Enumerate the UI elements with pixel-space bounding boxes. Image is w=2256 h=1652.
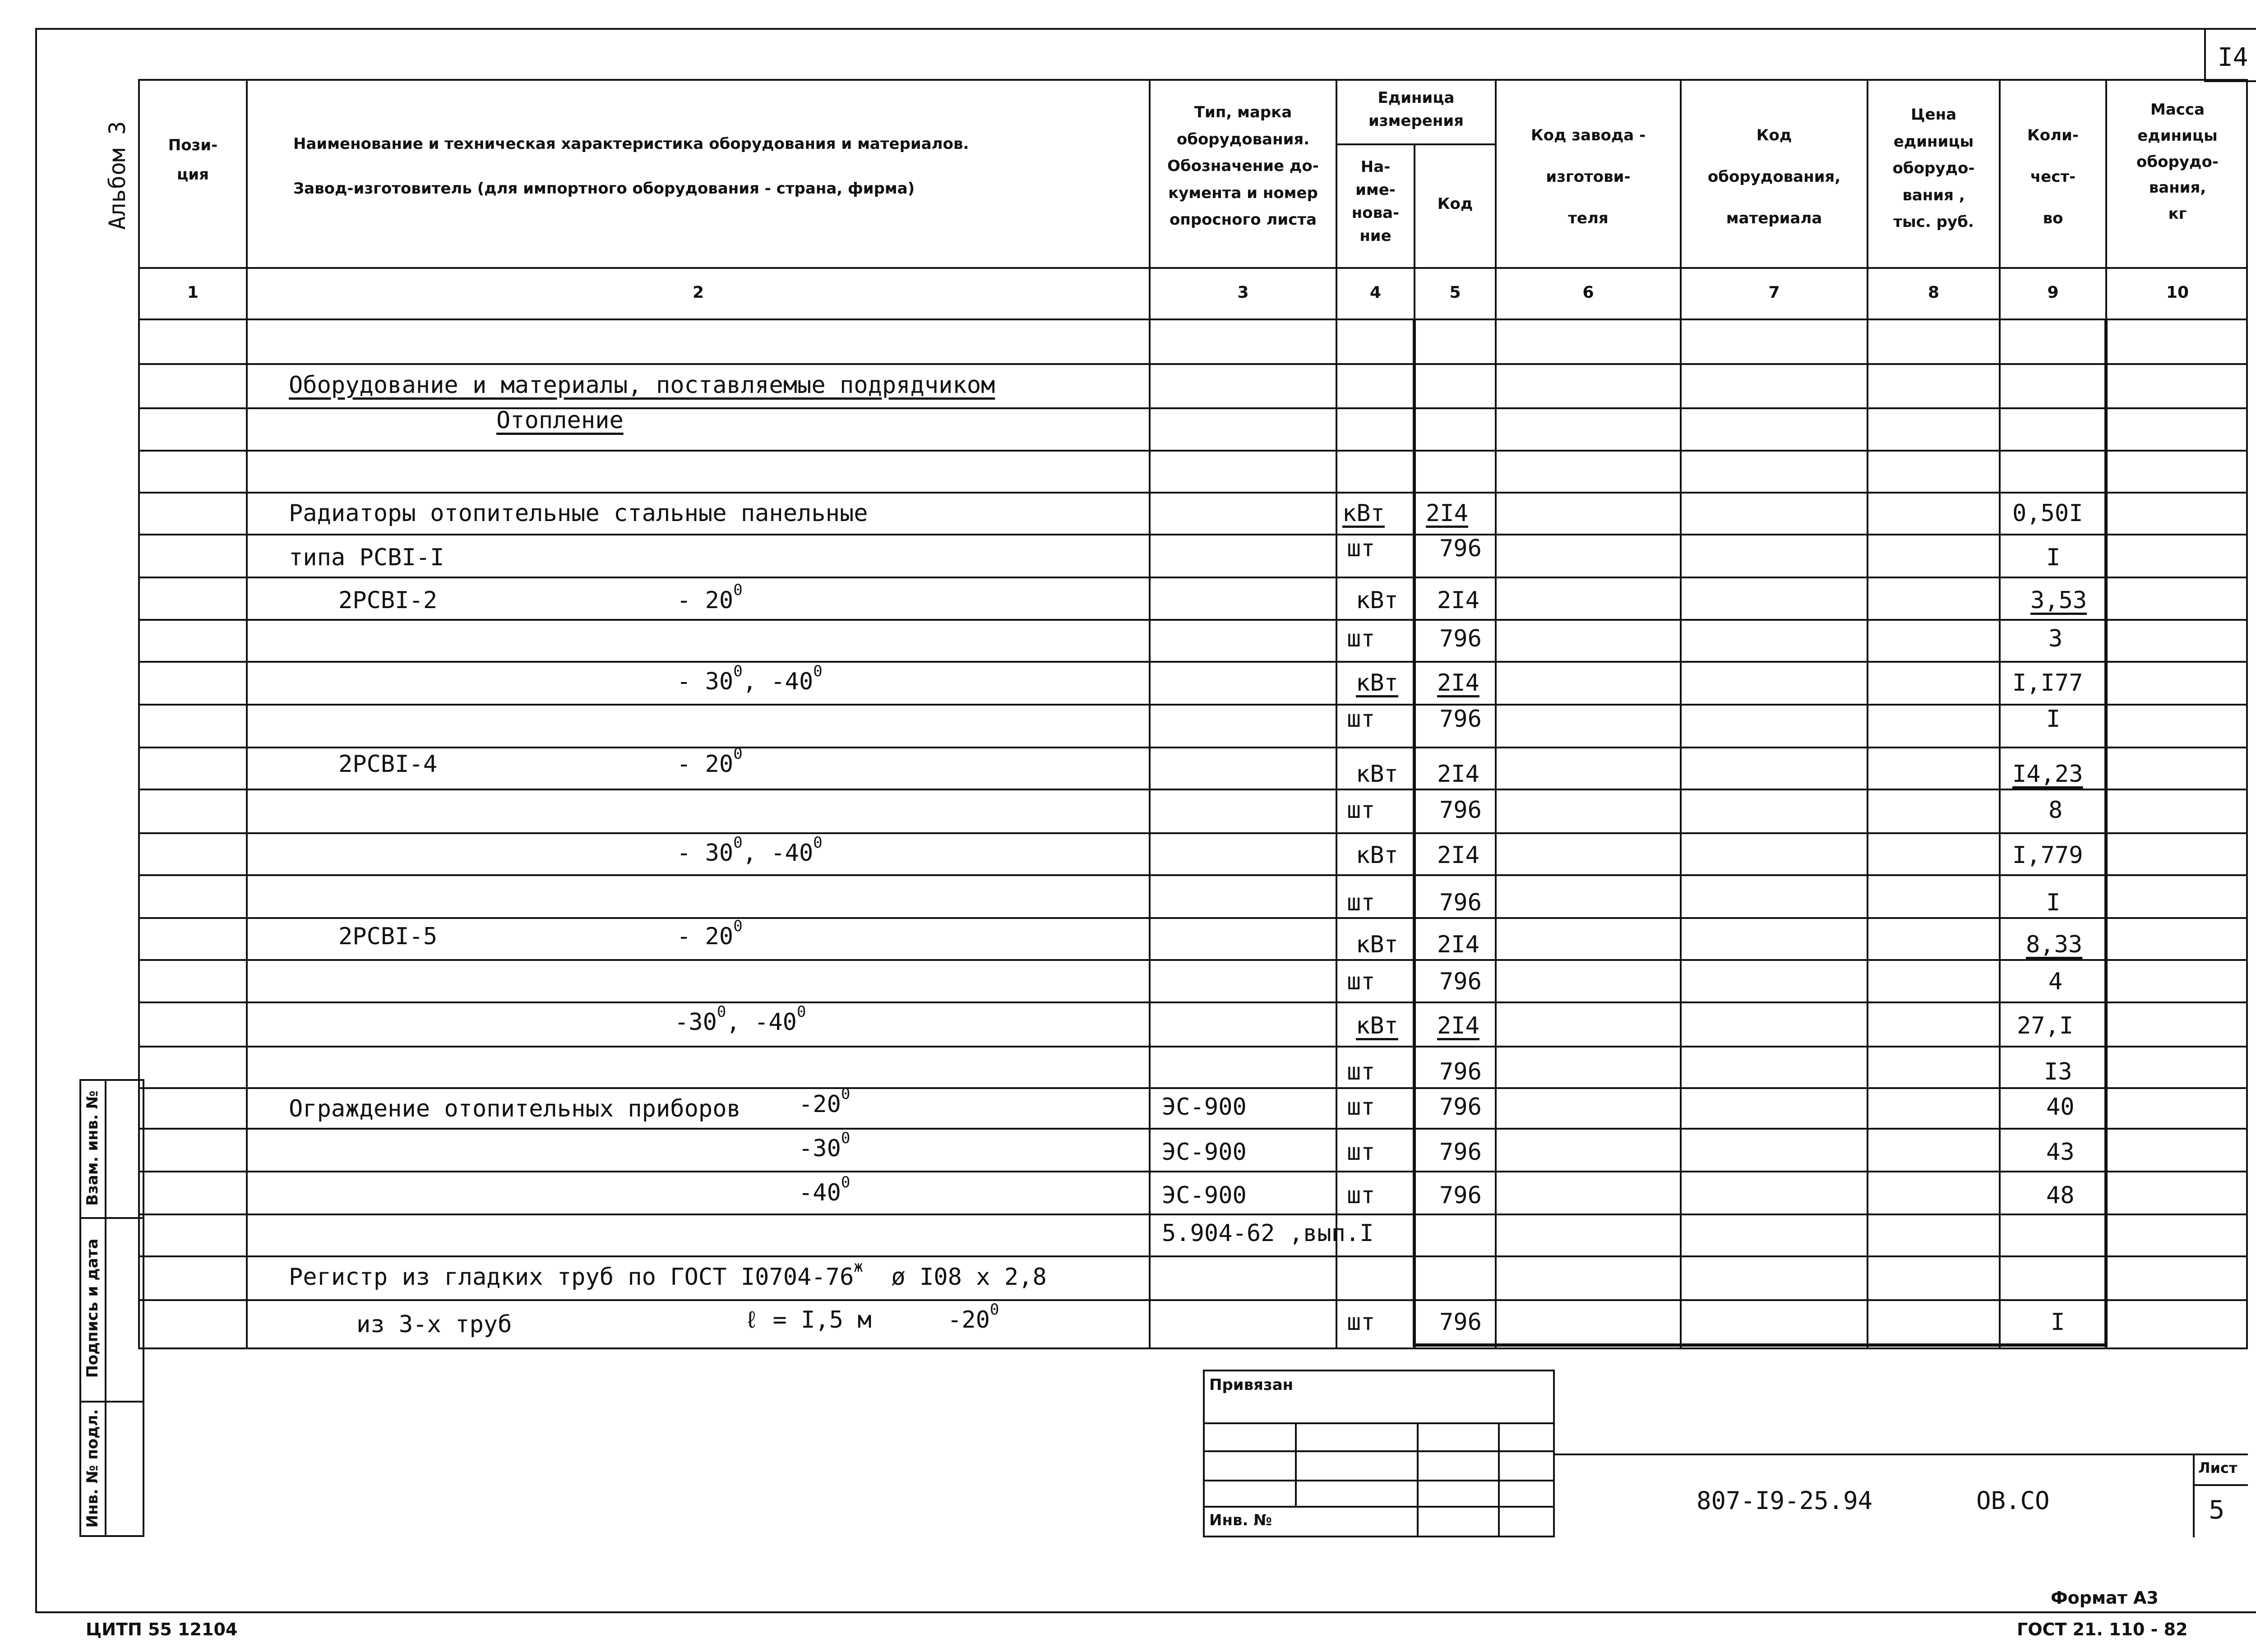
row-unit: шт [1347, 1058, 1375, 1085]
footer-format: Формат А3 [2051, 1588, 2159, 1608]
row-qty: 43 [2046, 1139, 2075, 1166]
row-line [138, 1299, 2248, 1301]
row-unit: кВт [1356, 931, 1398, 958]
header-col-1: Пози- ция [168, 136, 218, 184]
row-name: 2РСВI-2 [338, 587, 438, 614]
row-code: 796 [1439, 706, 1482, 733]
header-bottom-line [138, 267, 2248, 269]
row-line [138, 1001, 2248, 1003]
title-block-list-line [2193, 1484, 2248, 1486]
album-label: Альбом 3 [104, 121, 130, 230]
row-temp: $-20^0$ [948, 1301, 999, 1334]
row-unit: шт [1347, 535, 1375, 562]
row-code: 796 [1439, 797, 1482, 824]
row-qty: I3 [2044, 1058, 2072, 1085]
row-line [138, 407, 2248, 409]
row-name: Ограждение отопительных приборов [289, 1095, 741, 1122]
row-qty: I,779 [2012, 842, 2083, 869]
footer-left: ЦИТП 55 12104 [86, 1620, 238, 1639]
row-qty: 8,33 [2026, 931, 2083, 958]
row-unit: кВт [1342, 500, 1385, 527]
col-line-8 [1999, 79, 2001, 1349]
row-temp: - $30^0$, $-40^0$ [677, 834, 823, 867]
row-name: Регистр из гладких труб по ГОСТ $I0704-76^ж$ ø I08 x 2,8 [289, 1258, 1047, 1291]
row-type: 5.904-62 ,вып.I [1162, 1220, 1374, 1247]
row-qty: 3,53 [2030, 587, 2087, 614]
row-qty: I4,23 [2012, 761, 2083, 788]
row-unit: шт [1347, 1094, 1375, 1121]
row-temp: $-30^0$, $-40^0$ [675, 1003, 806, 1036]
section-subtitle: Отопление [496, 407, 624, 434]
col-line-7 [1867, 79, 1868, 1349]
privyazan-line-3 [1203, 1480, 1555, 1481]
privyazan-line-4 [1203, 1506, 1555, 1508]
row-temp: - $20^0$ [677, 745, 743, 778]
privyazan-label: Привязан [1209, 1376, 1294, 1394]
row-qty: 0,50I [2012, 500, 2083, 527]
row-type: ЭС-900 [1162, 1182, 1247, 1209]
row-qty: I,I77 [2012, 669, 2083, 697]
col-line-3 [1336, 79, 1337, 1349]
side-label-vzam: Взам. инв. № [83, 1090, 102, 1206]
row-temp: $-20^0$ [799, 1085, 851, 1118]
row-unit: кВт [1356, 669, 1398, 697]
privyazan-col-1 [1295, 1422, 1297, 1506]
row-qty: 8 [2048, 797, 2063, 824]
row-line [138, 1087, 2248, 1089]
row-code: 2I4 [1437, 1012, 1479, 1039]
row-line [138, 1255, 2248, 1257]
row-spec: ℓ = I,5 м [744, 1306, 872, 1334]
row-unit: кВт [1356, 1012, 1398, 1039]
header-unit: Единица измерения [1368, 89, 1464, 130]
row-qty: I [2051, 1309, 2065, 1336]
privyazan-col-2 [1417, 1422, 1419, 1537]
row-temp: - $20^0$ [677, 581, 743, 614]
row-unit: кВт [1356, 587, 1398, 614]
row-code: 2I4 [1426, 500, 1468, 527]
row-code: 796 [1439, 1182, 1482, 1209]
row-unit: кВт [1356, 842, 1398, 869]
row-qty: 48 [2046, 1182, 2075, 1209]
row-name: типа РСВI-I [289, 544, 444, 571]
row-line [138, 832, 2248, 834]
colnum-4: 4 [1369, 283, 1382, 302]
row-name: 2РСВI-5 [338, 923, 438, 950]
footer-gost: ГОСТ 21. 110 - 82 [2017, 1620, 2188, 1639]
row-temp: - $30^0$, $-40^0$ [677, 662, 823, 695]
colnum-1: 1 [187, 283, 199, 302]
colnum-10: 10 [2166, 283, 2189, 302]
colnum-bottom-line [138, 318, 2248, 320]
title-block-list-col [2193, 1454, 2195, 1537]
row-line [138, 874, 2248, 876]
row-qty: I [2046, 544, 2061, 571]
header-col-8: Цена единицы оборудо- вания , тыс. руб. [1892, 106, 1975, 231]
header-col-2: Наименование и техническая характеристика оборудования и материалов. Завод-изготовитель (для импортного оборудования - страна, фирма) [293, 135, 969, 198]
privyazan-line-2 [1203, 1450, 1555, 1452]
row-qty: I [2046, 706, 2061, 733]
row-name: из 3-х труб [356, 1311, 512, 1338]
row-unit: шт [1347, 889, 1375, 916]
row-line [138, 450, 2248, 452]
row-code: 796 [1439, 968, 1482, 995]
col-line-2 [1149, 79, 1151, 1349]
doc-suffix: ОВ.СО [1976, 1486, 2050, 1515]
row-line [138, 747, 2248, 748]
row-type: ЭС-900 [1162, 1139, 1247, 1166]
colnum-8: 8 [1928, 283, 1940, 302]
row-line [138, 619, 2248, 621]
header-col-4: На- име- нова- ние [1351, 158, 1400, 245]
colnum-3: 3 [1237, 283, 1249, 302]
colnum-2: 2 [692, 283, 704, 302]
row-line [138, 1128, 2248, 1130]
section-title: Оборудование и материалы, поставляемые подрядчиком [289, 372, 995, 399]
privyazan-line-1 [1203, 1422, 1555, 1424]
row-code: 2I4 [1437, 931, 1479, 958]
col-line-6 [1680, 79, 1682, 1349]
row-name: 2РСВI-4 [338, 751, 438, 778]
header-col-6: Код завода - изготови- теля [1530, 126, 1646, 227]
header-col-7: Код оборудования, материала [1707, 126, 1841, 227]
row-temp: $-40^0$ [799, 1173, 851, 1206]
col-line-1 [246, 79, 248, 1349]
row-code: 2I4 [1437, 587, 1479, 614]
row-unit: шт [1347, 968, 1375, 995]
row-code: 796 [1439, 1058, 1482, 1085]
row-unit: шт [1347, 1182, 1375, 1209]
header-col-5: Код [1437, 195, 1473, 213]
row-unit: шт [1347, 797, 1375, 824]
row-type: ЭС-900 [1162, 1094, 1247, 1121]
row-unit: шт [1347, 625, 1375, 652]
row-unit: шт [1347, 1139, 1375, 1166]
colnum-7: 7 [1768, 283, 1780, 302]
row-line [138, 704, 2248, 706]
title-block-top [1555, 1454, 2248, 1455]
row-qty: 40 [2046, 1094, 2075, 1121]
row-code: 796 [1439, 1094, 1482, 1121]
row-temp: - $20^0$ [677, 917, 743, 950]
bold-line-a [1413, 318, 1416, 1347]
bold-line-b [2104, 318, 2108, 1347]
row-code: 796 [1439, 625, 1482, 652]
privyazan-col-3 [1498, 1422, 1500, 1537]
row-line [138, 789, 2248, 790]
header-col-9: Коли- чест- во [2027, 126, 2079, 227]
side-label-podpis: Подпись и дата [83, 1238, 102, 1378]
row-qty: I [2046, 889, 2061, 916]
row-line [138, 917, 2248, 919]
header-col-10: Масса единицы оборудо- вания, кг [2136, 101, 2219, 223]
row-line [138, 1046, 2248, 1047]
row-code: 2I4 [1437, 669, 1479, 697]
row-line [138, 363, 2248, 365]
row-code: 796 [1439, 535, 1482, 562]
row-line [138, 1171, 2248, 1172]
row-name: Радиаторы отопительные стальные панельные [289, 500, 868, 527]
colnum-6: 6 [1582, 283, 1594, 302]
row-line [138, 534, 2248, 535]
corner-sheet-number: I4 [2218, 43, 2248, 72]
row-temp: $-30^0$ [799, 1129, 851, 1162]
row-unit: шт [1347, 1309, 1375, 1336]
row-code: 796 [1439, 889, 1482, 916]
list-number: 5 [2209, 1495, 2225, 1525]
header-col-3: Тип, марка оборудования. Обозначение до- кумента и номер опросного листа [1167, 103, 1319, 229]
row-line [138, 661, 2248, 663]
row-code: 2I4 [1437, 761, 1479, 788]
row-qty: 4 [2048, 968, 2063, 995]
row-line [138, 959, 2248, 961]
col-line-5 [1495, 79, 1497, 1349]
inv-no-label: Инв. № [1209, 1511, 1272, 1529]
colnum-9: 9 [2047, 283, 2059, 302]
side-stamp-divider [105, 1079, 106, 1537]
row-line [138, 492, 2248, 494]
row-code: 2I4 [1437, 842, 1479, 869]
list-label: Лист [2198, 1459, 2238, 1477]
row-unit: кВт [1356, 761, 1398, 788]
colnum-5: 5 [1449, 283, 1461, 302]
row-code: 796 [1439, 1309, 1482, 1336]
doc-code: 807-I9-25.94 [1697, 1486, 1873, 1515]
row-unit: шт [1347, 706, 1375, 733]
row-qty: 3 [2048, 625, 2063, 652]
row-qty: 27,I [2017, 1012, 2074, 1039]
row-code: 796 [1439, 1139, 1482, 1166]
row-line [138, 1214, 2248, 1215]
bold-line-c [1413, 1343, 2108, 1347]
side-label-inv: Инв. № подл. [83, 1409, 102, 1528]
row-line [138, 577, 2248, 578]
